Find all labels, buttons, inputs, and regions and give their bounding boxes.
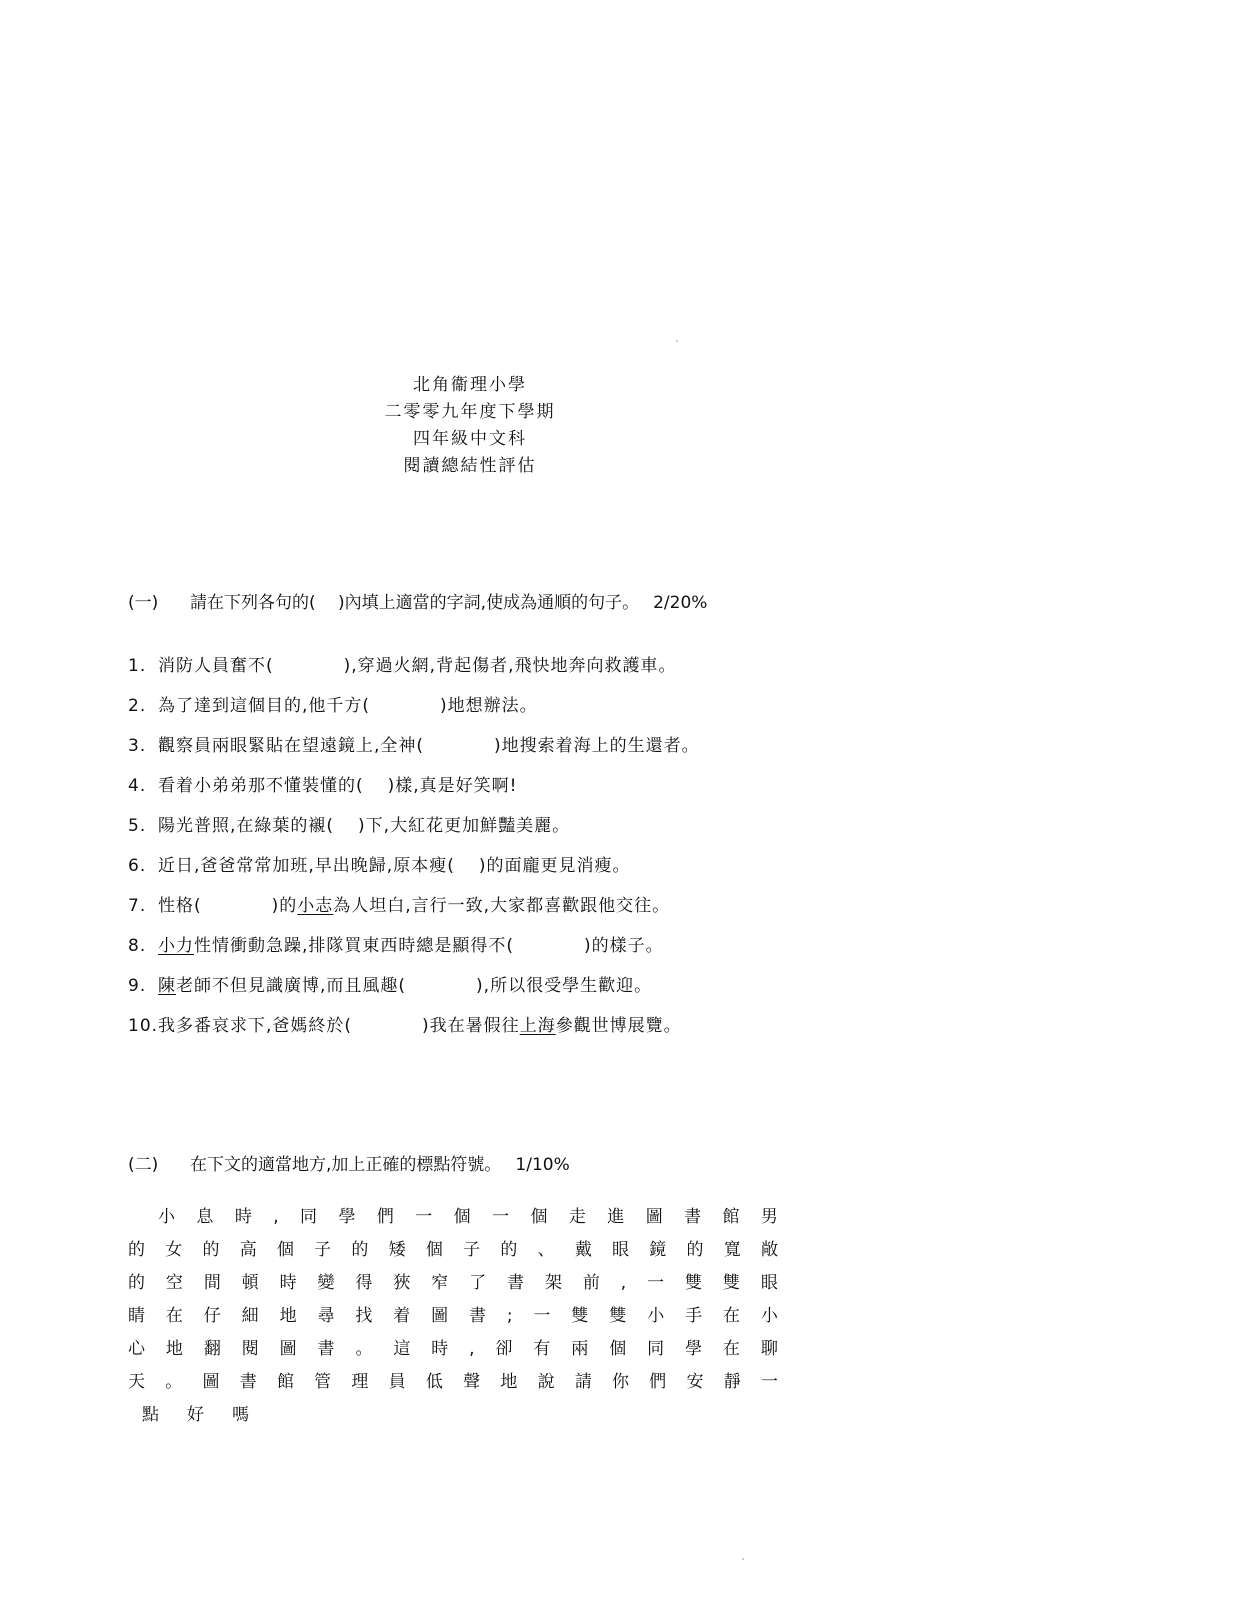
subject: 四年級中文科 [413,429,527,449]
passage-char: 圖 [645,1207,663,1227]
passage-char: 進 [607,1207,625,1227]
passage-char: 有 [533,1339,551,1359]
passage-char: 同 [647,1339,665,1359]
passage-char: 前 [582,1273,600,1293]
question-item [128,654,700,694]
passage-char: 空 [165,1273,183,1293]
question-text: )的面龐更見消瘦。 [478,856,631,876]
question-number: 4. [128,776,147,796]
passage-char: ; [506,1306,513,1326]
passage-char: 眼 [612,1240,630,1260]
passage-char: 兩 [571,1339,589,1359]
passage-char: 卻 [495,1339,513,1359]
term: 二零零九年度下學期 [384,402,556,422]
passage-char: 時 [279,1273,297,1293]
passage-char: 安 [686,1372,704,1392]
passage-char: 細 [241,1306,259,1326]
question-item [128,814,700,854]
passage-char: 睛 [128,1306,145,1326]
passage-char: 地 [165,1339,183,1359]
passage-char: 聲 [463,1372,481,1392]
passage-char: 。 [165,1372,183,1392]
passage-char: 員 [388,1372,406,1392]
passage-char: 手 [685,1306,703,1326]
question-text: 性情衝動急躁,排隊買東西時總是顯得不( [194,936,515,956]
passage-char: 女 [165,1240,183,1260]
question-text: 為了達到這個目的,他千方( [158,696,371,716]
passage-row [128,1370,778,1403]
passage-char: 學 [338,1207,356,1227]
passage-char: 一 [760,1372,778,1392]
passage-char: 你 [612,1372,630,1392]
proper-noun: 陳 [158,976,176,996]
passage-char: 鏡 [649,1240,667,1260]
question-number: 8. [128,936,147,956]
question-item [128,694,700,734]
passage-char: 圖 [279,1339,297,1359]
passage-char: 圖 [202,1372,220,1392]
passage-char: 得 [355,1273,373,1293]
passage-char: 一 [647,1273,665,1293]
question-item [128,974,700,1014]
passage-char: 這 [393,1339,411,1359]
question-item [128,1014,700,1054]
passage-char: 、 [537,1240,555,1260]
question-number: 7. [128,896,147,916]
passage-char: 的 [128,1240,145,1260]
passage-char: 書 [507,1273,525,1293]
question-text: 近日,爸爸常常加班,早出晚歸,原本瘦( [158,856,455,876]
passage-row [128,1337,778,1370]
passage-char: 了 [469,1273,487,1293]
exam-header [0,372,940,480]
question-text: )下,大紅花更加鮮豔美麗。 [358,816,571,836]
question-text: ),所以很受學生歡迎。 [476,976,653,996]
question-text: 老師不但見識廣博,而且風趣( [176,976,407,996]
passage-char: 狹 [393,1273,411,1293]
passage-char: 窄 [431,1273,449,1293]
passage-char: 的 [351,1240,369,1260]
question-number: 3. [128,736,147,756]
scan-speck [742,1558,744,1560]
question-text: )的樣子。 [584,936,664,956]
passage-char: 子 [314,1240,332,1260]
passage-char: 高 [239,1240,257,1260]
passage-char: 點 [142,1405,159,1425]
passage-char: 矮 [388,1240,406,1260]
question-item [128,934,700,974]
passage-char: 一 [533,1306,551,1326]
passage-char: 學 [685,1339,702,1359]
passage-char: 的 [128,1273,145,1293]
question-item [128,774,700,814]
passage-char: 頓 [241,1273,259,1293]
school-name: 北角衞理小學 [413,375,527,395]
passage-char: 心 [128,1339,145,1359]
passage-char: 管 [314,1372,332,1392]
passage-char: 天 [128,1372,145,1392]
passage-char: 理 [351,1372,369,1392]
passage-char: 閱 [241,1339,259,1359]
passage-char: 仔 [203,1306,221,1326]
passage-char: 個 [276,1240,294,1260]
passage-char: 雙 [722,1273,740,1293]
passage-char: 間 [203,1273,221,1293]
question-number: 6. [128,856,147,876]
passage-char: 們 [376,1207,394,1227]
section1-number: (一) [128,593,159,613]
scan-speck [676,340,678,342]
passage-char: 個 [453,1207,471,1227]
passage-char: 息 [196,1207,214,1227]
passage-row [128,1271,778,1304]
passage-char: 小 [647,1306,665,1326]
passage-char: 靜 [723,1372,741,1392]
question-text: 看着小弟弟那不懂裝懂的( [158,776,364,796]
assessment-title: 閱讀總結性評估 [403,456,537,476]
passage-char: 館 [276,1372,294,1392]
passage-char: 好 [187,1405,204,1425]
passage-row [128,1304,778,1337]
question-number: 5. [128,816,147,836]
passage-char: 在 [722,1306,740,1326]
question-number: 1. [128,656,147,676]
passage-char: 雙 [609,1306,627,1326]
passage-char: 館 [722,1207,740,1227]
question-text: )地搜索着海上的生還者。 [494,736,700,756]
question-text: 觀察員兩眼緊貼在望遠鏡上,全神( [158,736,425,756]
question-text: 為人坦白,言行一致,大家都喜歡跟他交往。 [333,896,671,916]
passage-char: 變 [317,1273,335,1293]
passage-char: 時 [234,1207,252,1227]
question-item [128,894,700,934]
passage-char: 在 [722,1339,740,1359]
proper-noun: 上海 [519,1016,556,1036]
passage-char: 一 [492,1207,510,1227]
question-text: )的 [271,896,298,916]
passage-char: 圖 [431,1306,449,1326]
question-text: 陽光普照,在綠葉的襯( [158,816,335,836]
passage-char: 雙 [685,1273,702,1293]
section1-title [128,588,707,613]
passage-char: 請 [574,1372,592,1392]
passage-char: 嗎 [232,1405,249,1425]
passage-char: 個 [609,1339,627,1359]
question-list [128,654,700,1054]
question-text: ),穿過火網,背起傷者,飛快地奔向救護車。 [343,656,677,676]
proper-noun: 小志 [297,896,334,916]
passage-row [128,1238,778,1271]
passage-char: 書 [317,1339,335,1359]
proper-noun: 小力 [158,936,194,956]
passage-char: 的 [686,1240,704,1260]
passage-char: , [620,1273,627,1293]
passage-char: 小 [158,1207,175,1227]
question-item [128,734,700,774]
section2-title [128,1150,570,1175]
question-text: 我多番哀求下,爸媽終於( [158,1016,353,1036]
passage-char: 聊 [760,1339,778,1359]
question-number: 10. [128,1016,159,1036]
passage-char: 戴 [574,1240,592,1260]
passage-char: 在 [165,1306,183,1326]
passage-char: 們 [649,1372,667,1392]
passage-char: 尋 [317,1306,335,1326]
question-text: 消防人員奮不( [158,656,274,676]
passage-char: 時 [431,1339,449,1359]
passage-char: 同 [300,1207,318,1227]
question-text: 性格( [158,896,202,916]
passage-char: 一 [415,1207,433,1227]
section1-instruction: 請在下列各句的( )內填上適當的字詞,使成為通順的句子。 [190,593,640,613]
passage-char: 個 [530,1207,548,1227]
passage-char: 。 [355,1339,373,1359]
passage-char: 書 [239,1372,257,1392]
passage-row [128,1403,778,1436]
passage-char: 地 [500,1372,518,1392]
question-item [128,854,700,894]
section2-instruction: 在下文的適當地方,加上正確的標點符號。 [190,1155,502,1175]
passage-row [128,1205,778,1238]
passage-char: 個 [425,1240,443,1260]
passage-char: 低 [425,1372,443,1392]
question-text: )樣,真是好笑啊! [387,776,518,796]
question-text: 參觀世博展覽。 [555,1016,682,1036]
passage-char: 找 [355,1306,373,1326]
passage-char: , [469,1339,475,1359]
passage-char: 敞 [760,1240,778,1260]
passage-char: 地 [279,1306,297,1326]
passage-char: 眼 [760,1273,778,1293]
passage-char: 翻 [203,1339,221,1359]
passage-char: 雙 [571,1306,589,1326]
passage-char: 的 [202,1240,220,1260]
passage-char: 着 [393,1306,411,1326]
passage-char: 說 [537,1372,555,1392]
passage-char: 寬 [723,1240,741,1260]
punctuation-passage [128,1205,778,1436]
passage-char: 走 [568,1207,586,1227]
passage-char: 子 [463,1240,481,1260]
passage-char: , [273,1207,279,1227]
question-text: )地想辦法。 [440,696,538,716]
passage-char: 書 [469,1306,487,1326]
passage-char: 的 [500,1240,518,1260]
passage-char: 架 [544,1273,562,1293]
section1-score: 2/20% [653,593,708,613]
question-number: 9. [128,976,147,996]
section2-score: 1/10% [515,1155,570,1175]
passage-char: 書 [684,1207,702,1227]
passage-char: 小 [760,1306,778,1326]
section2-number: (二) [128,1155,159,1175]
question-text: )我在暑假往 [422,1016,520,1036]
question-number: 2. [128,696,147,716]
passage-char: 男 [760,1207,778,1227]
